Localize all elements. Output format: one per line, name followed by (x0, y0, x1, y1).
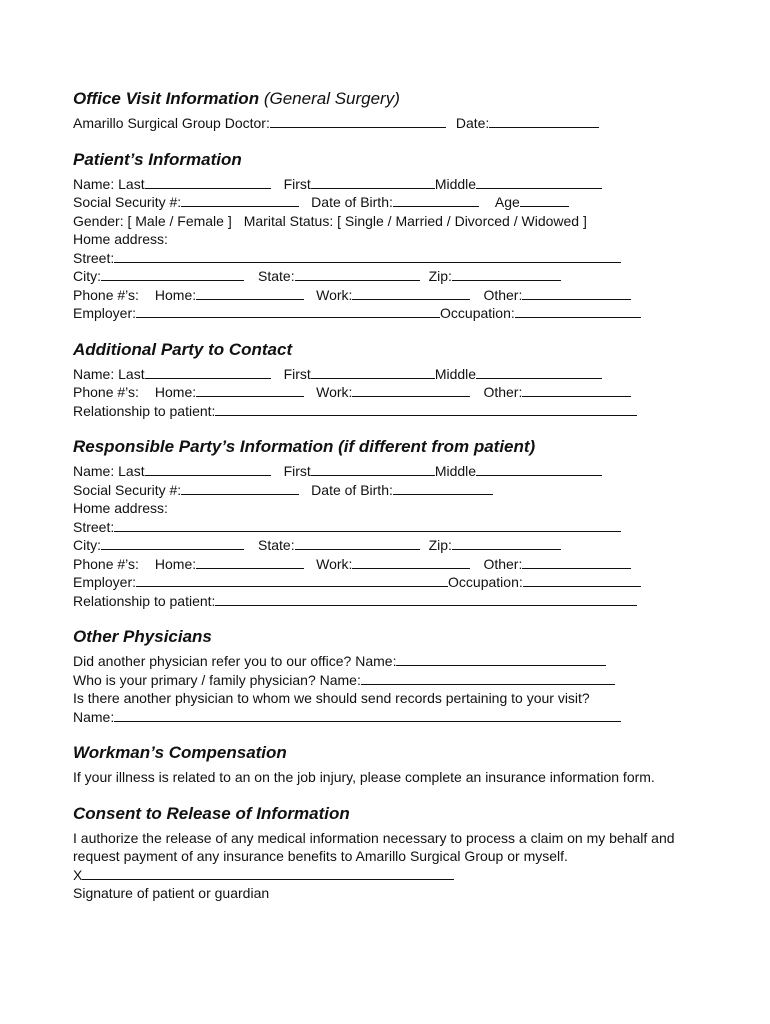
responsible-street-field[interactable] (114, 518, 621, 532)
other-physicians-section (73, 626, 713, 726)
office-visit-heading: Office Visit Information (General Surgery) (73, 89, 400, 108)
responsible-zip-field[interactable] (452, 536, 561, 550)
records-physician-line: Name: (73, 708, 713, 727)
doctor-label: Amarillo Surgical Group Doctor: (73, 115, 270, 131)
responsible-last-name-field[interactable] (145, 462, 271, 476)
office-visit-section (73, 88, 713, 133)
office-visit-subtitle: (General Surgery) (263, 89, 400, 108)
responsible-home-address-label: Home address: (73, 500, 168, 516)
additional-home-phone-field[interactable] (196, 383, 304, 397)
patient-name-line: Name: Last First Middle (73, 175, 713, 194)
responsible-relationship-line: Relationship to patient: (73, 592, 713, 611)
responsible-street-line: Street: (73, 518, 713, 537)
patient-gender-line (73, 212, 713, 231)
additional-last-name-field[interactable] (145, 365, 271, 379)
additional-party-section (73, 339, 713, 421)
patient-street-field[interactable] (114, 249, 621, 263)
responsible-ssn-line: Social Security #: Date of Birth: (73, 481, 713, 500)
responsible-work-phone-field[interactable] (352, 555, 470, 569)
consent-heading: Consent to Release of Information (73, 803, 350, 823)
doctor-field[interactable] (270, 114, 446, 128)
patient-home-address-label: Home address: (73, 231, 168, 247)
patient-zip-field[interactable] (452, 267, 561, 281)
additional-relationship-field[interactable] (215, 402, 637, 416)
patient-middle-name-field[interactable] (476, 175, 602, 189)
patient-age-field[interactable] (520, 193, 569, 207)
responsible-middle-name-field[interactable] (476, 462, 602, 476)
patient-home-phone-field[interactable] (196, 286, 304, 300)
responsible-city-line: City: State: Zip: (73, 536, 713, 555)
patient-city-line: City: State: Zip: (73, 267, 713, 286)
responsible-dob-field[interactable] (393, 481, 493, 495)
patient-street-line: Street: (73, 249, 713, 268)
referral-line: Did another physician refer you to our office? Name: (73, 652, 713, 671)
responsible-employer-field[interactable] (136, 573, 448, 587)
patient-ssn-line: Social Security #: Date of Birth: Age (73, 193, 713, 212)
responsible-occupation-field[interactable] (523, 573, 641, 587)
workmans-comp-text: If your illness is related to an on the job injury, please complete an insurance information form. (73, 769, 655, 785)
signature-x-label: X (73, 866, 83, 883)
additional-middle-name-field[interactable] (476, 365, 602, 379)
responsible-party-section (73, 436, 713, 610)
patient-other-phone-field[interactable] (522, 286, 631, 300)
responsible-ssn-field[interactable] (181, 481, 299, 495)
signature-caption: Signature of patient or guardian (73, 885, 270, 901)
consent-section (73, 803, 703, 903)
additional-first-name-field[interactable] (311, 365, 435, 379)
responsible-city-field[interactable] (101, 536, 244, 550)
patient-employer-line: Employer: Occupation: (73, 304, 713, 323)
patient-city-field[interactable] (101, 267, 244, 281)
responsible-party-heading: Responsible Party’s Information (if different from patient) (73, 437, 536, 456)
marital-status-options[interactable]: Marital Status: [ Single / Married / Divorced / Widowed ] (243, 212, 587, 229)
doctor-line (73, 114, 713, 133)
workmans-comp-section (73, 742, 683, 787)
patient-last-name-field[interactable] (145, 175, 271, 189)
visit-date-field[interactable] (489, 114, 599, 128)
signature-line (73, 866, 703, 885)
patient-work-phone-field[interactable] (352, 286, 470, 300)
responsible-first-name-field[interactable] (311, 462, 435, 476)
patient-occupation-field[interactable] (515, 304, 641, 318)
responsible-name-line: Name: Last First Middle (73, 462, 713, 481)
visit-date-label: Date: (455, 115, 490, 131)
additional-relationship-line: Relationship to patient: (73, 402, 713, 421)
consent-text: I authorize the release of any medical information necessary to process a claim on my behalf and request payment of any insurance benefits to Amarillo Surgical Group or myself. (73, 829, 675, 864)
responsible-other-phone-field[interactable] (522, 555, 631, 569)
additional-name-line: Name: Last First Middle (73, 365, 713, 384)
patient-dob-field[interactable] (393, 193, 479, 207)
gender-options[interactable]: Gender: [ Male / Female ] (73, 212, 232, 229)
patient-state-field[interactable] (295, 267, 420, 281)
patient-first-name-field[interactable] (311, 175, 435, 189)
responsible-phone-line: Phone #’s: Home: Work: Other: (73, 555, 713, 574)
patient-section (73, 149, 713, 323)
signature-field[interactable] (82, 866, 454, 880)
records-question: Is there another physician to whom we should send records pertaining to your visit? (73, 690, 590, 706)
patient-employer-field[interactable] (136, 304, 440, 318)
responsible-relationship-field[interactable] (215, 592, 637, 606)
patient-ssn-field[interactable] (181, 193, 299, 207)
responsible-home-phone-field[interactable] (196, 555, 304, 569)
responsible-employer-line: Employer: Occupation: (73, 573, 713, 592)
patient-heading: Patient’s Information (73, 149, 242, 169)
additional-party-heading: Additional Party to Contact (73, 339, 293, 359)
additional-other-phone-field[interactable] (522, 383, 631, 397)
primary-physician-field[interactable] (361, 671, 615, 685)
additional-work-phone-field[interactable] (352, 383, 470, 397)
additional-phone-line: Phone #’s: Home: Work: Other: (73, 383, 713, 402)
responsible-state-field[interactable] (295, 536, 420, 550)
records-physician-field[interactable] (114, 708, 621, 722)
patient-phone-line: Phone #’s: Home: Work: Other: (73, 286, 713, 305)
referral-name-field[interactable] (396, 652, 606, 666)
workmans-comp-heading: Workman’s Compensation (73, 743, 287, 762)
other-physicians-heading: Other Physicians (73, 627, 212, 646)
primary-physician-line: Who is your primary / family physician? Name: (73, 671, 713, 690)
